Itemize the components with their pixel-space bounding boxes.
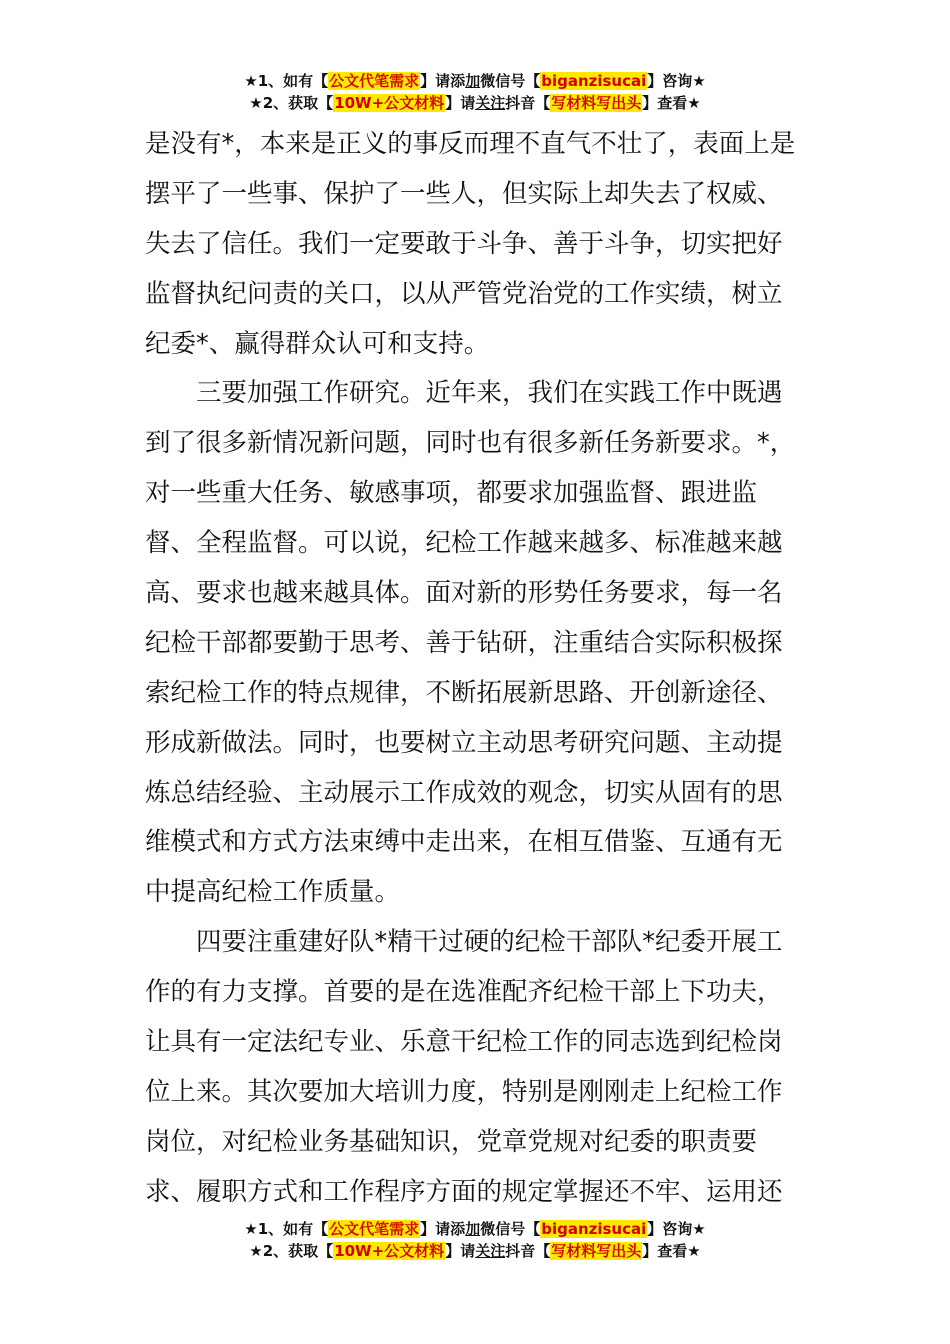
header-text: 】请添 bbox=[420, 72, 466, 90]
text-line: 炼总结经验、主动展示工作成效的观念，切实从固有的思 bbox=[145, 777, 783, 808]
footer-text: 】请 bbox=[445, 1242, 476, 1260]
text-line: 纪委*、赢得群众认可和支持。 bbox=[145, 328, 490, 359]
text-line: 督、全程监督。可以说，纪检工作越来越多、标准越来越 bbox=[145, 528, 783, 559]
body-text bbox=[145, 120, 807, 1218]
header-text: 抖音【 bbox=[505, 94, 551, 112]
text-line: 中提高纪检工作质量。 bbox=[145, 877, 401, 908]
footer-text: 】咨询★ bbox=[647, 1220, 706, 1238]
header-line-2 bbox=[0, 92, 950, 114]
header-text: 】请 bbox=[445, 94, 476, 112]
text-line: 索纪检工作的特点规律，不断拓展新思路、开创新途径、 bbox=[145, 677, 783, 708]
header-text: 】咨询★ bbox=[647, 72, 706, 90]
footer-line-1 bbox=[0, 1218, 950, 1240]
header-text: 微信号【 bbox=[480, 72, 541, 90]
text-line: 岗位，对纪检业务基础知识，党章党规对纪委的职责要 bbox=[145, 1126, 758, 1157]
header-highlight: biganzisucai bbox=[541, 72, 647, 90]
footer-text: 】请添 bbox=[420, 1220, 466, 1238]
footer-text: ★1、如有【 bbox=[244, 1220, 329, 1238]
text-line: 失去了信任。我们一定要敢于斗争、善于斗争，切实把好 bbox=[145, 228, 783, 259]
header-text: ★1、如有【 bbox=[244, 72, 329, 90]
text-line: 是没有*，本来是正义的事反而理不直气不壮了，表面上是 bbox=[145, 129, 796, 159]
text-line: 高、要求也越来越具体。面对新的形势任务要求，每一名 bbox=[145, 578, 783, 609]
header-highlight: 写材料写出头 bbox=[551, 94, 642, 112]
text-line: 形成新做法。同时，也要树立主动思考研究问题、主动提 bbox=[145, 727, 783, 758]
text-line: 纪检干部都要勤于思考、善于钻研，注重结合实际积极探 bbox=[145, 627, 783, 658]
footer-highlight: 写材料写出头 bbox=[551, 1242, 642, 1260]
paragraph-start-line: 三要加强工作研究。近年来，我们在实践工作中既遇 bbox=[196, 378, 783, 409]
header-banner bbox=[0, 70, 950, 114]
text-line: 到了很多新情况新问题，同时也有很多新任务新要求。*， bbox=[145, 428, 796, 459]
header-emphasis: 加 bbox=[465, 72, 481, 90]
header-highlight: 公文代笔需求 bbox=[329, 72, 420, 90]
footer-highlight: 10W+公文材料 bbox=[334, 1242, 445, 1260]
text-line: 求、履职方式和工作程序方面的规定掌握还不牢、运用还 bbox=[145, 1176, 783, 1207]
text-line: 监督执纪问责的关口，以从严管党治党的工作实绩，树立 bbox=[145, 278, 783, 309]
footer-emphasis: 关注 bbox=[475, 1242, 506, 1260]
footer-text: ★2、获取【 bbox=[249, 1242, 334, 1260]
paragraph-start-line: 四要注重建好队*精干过硬的纪检干部队*纪委开展工 bbox=[196, 927, 783, 958]
footer-text: 抖音【 bbox=[505, 1242, 551, 1260]
footer-emphasis: 加 bbox=[465, 1220, 481, 1238]
footer-highlight: biganzisucai bbox=[541, 1220, 647, 1238]
footer-text: 微信号【 bbox=[480, 1220, 541, 1238]
header-text: ★2、获取【 bbox=[249, 94, 334, 112]
footer-text: 】查看★ bbox=[642, 1242, 701, 1260]
text-line: 让具有一定法纪专业、乐意干纪检工作的同志选到纪检岗 bbox=[145, 1027, 783, 1058]
header-highlight: 10W+公文材料 bbox=[334, 94, 445, 112]
footer-line-2 bbox=[0, 1240, 950, 1262]
header-emphasis: 关注 bbox=[475, 94, 506, 112]
footer-highlight: 公文代笔需求 bbox=[329, 1220, 420, 1238]
footer-banner bbox=[0, 1218, 950, 1262]
text-line: 维模式和方式方法束缚中走出来，在相互借鉴、互通有无 bbox=[145, 827, 783, 858]
header-line-1 bbox=[0, 70, 950, 92]
text-line: 对一些重大任务、敏感事项，都要求加强监督、跟进监 bbox=[145, 478, 758, 509]
text-line: 作的有力支撑。首要的是在选准配齐纪检干部上下功夫， bbox=[145, 977, 783, 1008]
text-line: 摆平了一些事、保护了一些人，但实际上却失去了权威、 bbox=[145, 178, 783, 209]
header-text: 】查看★ bbox=[642, 94, 701, 112]
text-line: 位上来。其次要加大培训力度，特别是刚刚走上纪检工作 bbox=[145, 1076, 783, 1107]
